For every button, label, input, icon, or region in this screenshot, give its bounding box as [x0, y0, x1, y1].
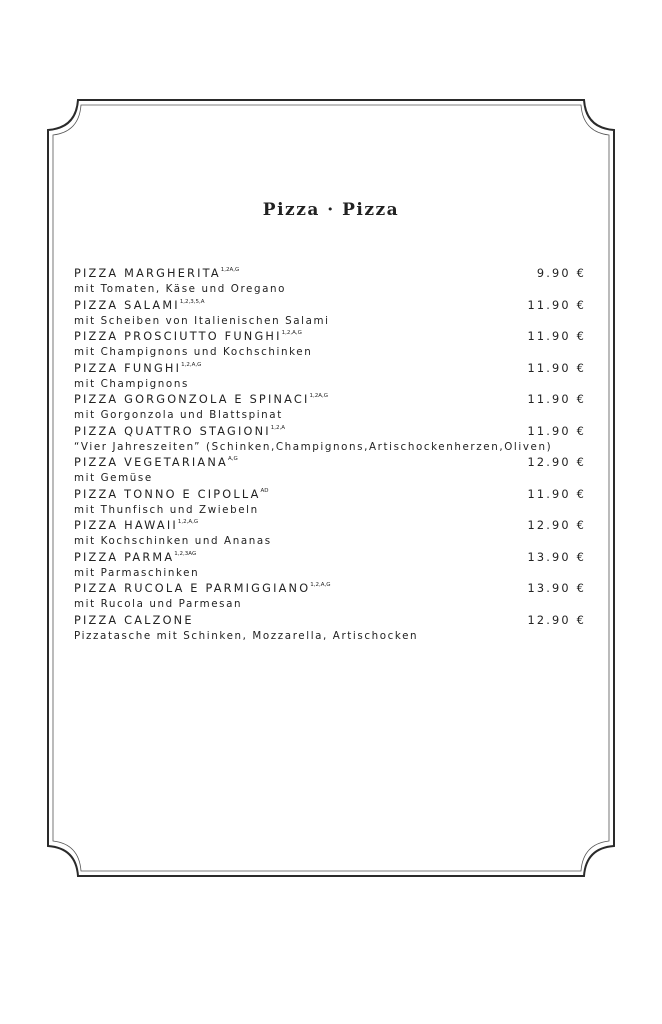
allergen-codes: 1,2,3,5,A: [179, 298, 205, 305]
menu-item: [74, 518, 588, 550]
menu-item-description: mit Parmaschinken: [74, 566, 200, 579]
menu-item-name: [74, 424, 588, 440]
menu-item-price: 11.90 €: [527, 393, 586, 406]
menu-item-name: [74, 518, 588, 534]
menu-item-name: [74, 298, 588, 314]
allergen-codes: 1,2,A,G: [177, 519, 199, 525]
menu-item-price: 12.90 €: [527, 519, 586, 532]
menu-item-description: mit Kochschinken und Ananas: [74, 535, 272, 547]
menu-item-name-text: PIZZA CALZONE: [74, 613, 194, 627]
allergen-codes: 1,2,A: [270, 424, 286, 431]
menu-item-price: 11.90 €: [527, 330, 586, 343]
menu-item-description: mit Gorgonzola und Blattspinat: [74, 409, 283, 421]
menu-item: [74, 550, 588, 582]
menu-item-description: mit Champignons und Kochschinken: [74, 346, 313, 358]
allergen-codes: 1,2,3AG: [174, 550, 197, 557]
allergen-codes: 1,2,A,G: [310, 582, 331, 588]
menu-item-name: [74, 550, 588, 566]
menu-item-name-text: PIZZA RUCOLA E PARMIGGIANO: [74, 582, 311, 595]
menu-item-name: [74, 392, 588, 408]
menu-item-name-text: PIZZA VEGETARIANA: [74, 456, 228, 469]
allergen-codes: A,G: [227, 456, 238, 462]
menu-item-description: “Vier Jahreszeiten” (Schinken,Champignons,Artischockenherzen,Oliven): [74, 440, 553, 453]
menu-item-description: Pizzatasche mit Schinken, Mozzarella, Artischocken: [74, 629, 419, 642]
menu-item: [74, 613, 588, 645]
menu-item-name: [74, 487, 588, 503]
menu-item: [74, 455, 588, 487]
menu-item-name-text: PIZZA GORGONZOLA E SPINACI: [74, 393, 310, 406]
allergen-codes: 1,2,A,G: [181, 361, 202, 368]
allergen-codes: 1,2A,G: [309, 393, 329, 399]
menu-item: [74, 329, 588, 361]
menu-item-name: [74, 581, 588, 597]
menu-item-name-text: PIZZA MARGHERITA: [74, 267, 221, 280]
menu-item: [74, 361, 588, 393]
menu-item-price: 11.90 €: [527, 424, 586, 438]
menu-item-price: 11.90 €: [527, 361, 586, 375]
allergen-codes: AD: [260, 487, 269, 494]
menu-item-name: [74, 455, 588, 471]
menu-item: [74, 298, 588, 330]
menu-item: [74, 266, 588, 298]
menu-item-name: [74, 266, 588, 282]
allergen-codes: 1,2,A,G: [281, 330, 302, 336]
menu-item-price: 11.90 €: [527, 487, 586, 501]
allergen-codes: 1,2A,G: [220, 267, 240, 273]
menu-item-name-text: PIZZA HAWAII: [74, 519, 178, 532]
menu-item-price: 9.90 €: [536, 267, 586, 280]
menu-item-description: mit Thunfisch und Zwiebeln: [74, 503, 259, 516]
menu-item: [74, 392, 588, 424]
menu-item-description: mit Rucola und Parmesan: [74, 598, 243, 610]
menu-item-name: [74, 329, 588, 345]
menu-item-description: mit Tomaten, Käse und Oregano: [74, 283, 287, 295]
menu-item-price: 12.90 €: [527, 613, 586, 627]
menu-item-name-text: PIZZA FUNGHI: [74, 361, 182, 375]
menu-item: [74, 487, 588, 519]
menu-item-name-text: PIZZA SALAMI: [74, 298, 180, 312]
menu-item: [74, 424, 588, 456]
menu-item-price: 13.90 €: [527, 550, 586, 564]
menu-item-description: mit Gemüse: [74, 472, 153, 484]
menu-item-description: mit Scheiben von Italienischen Salami: [74, 314, 330, 327]
menu-item-price: 12.90 €: [527, 456, 586, 469]
menu-item-price: 13.90 €: [527, 582, 586, 595]
menu-item: [74, 581, 588, 613]
menu-item-price: 11.90 €: [527, 298, 586, 312]
menu-title: Pizza · Pizza: [262, 200, 400, 220]
menu-item-description: mit Champignons: [74, 377, 189, 390]
menu-list: [74, 266, 588, 644]
menu-item-name-text: PIZZA PARMA: [74, 550, 175, 564]
menu-item-name-text: PIZZA QUATTRO STAGIONI: [74, 424, 271, 438]
menu-item-name-text: PIZZA PROSCIUTTO FUNGHI: [74, 330, 282, 343]
menu-item-name-text: PIZZA TONNO E CIPOLLA: [74, 487, 261, 501]
menu-item-name: [74, 613, 588, 629]
menu-item-name: [74, 361, 588, 377]
